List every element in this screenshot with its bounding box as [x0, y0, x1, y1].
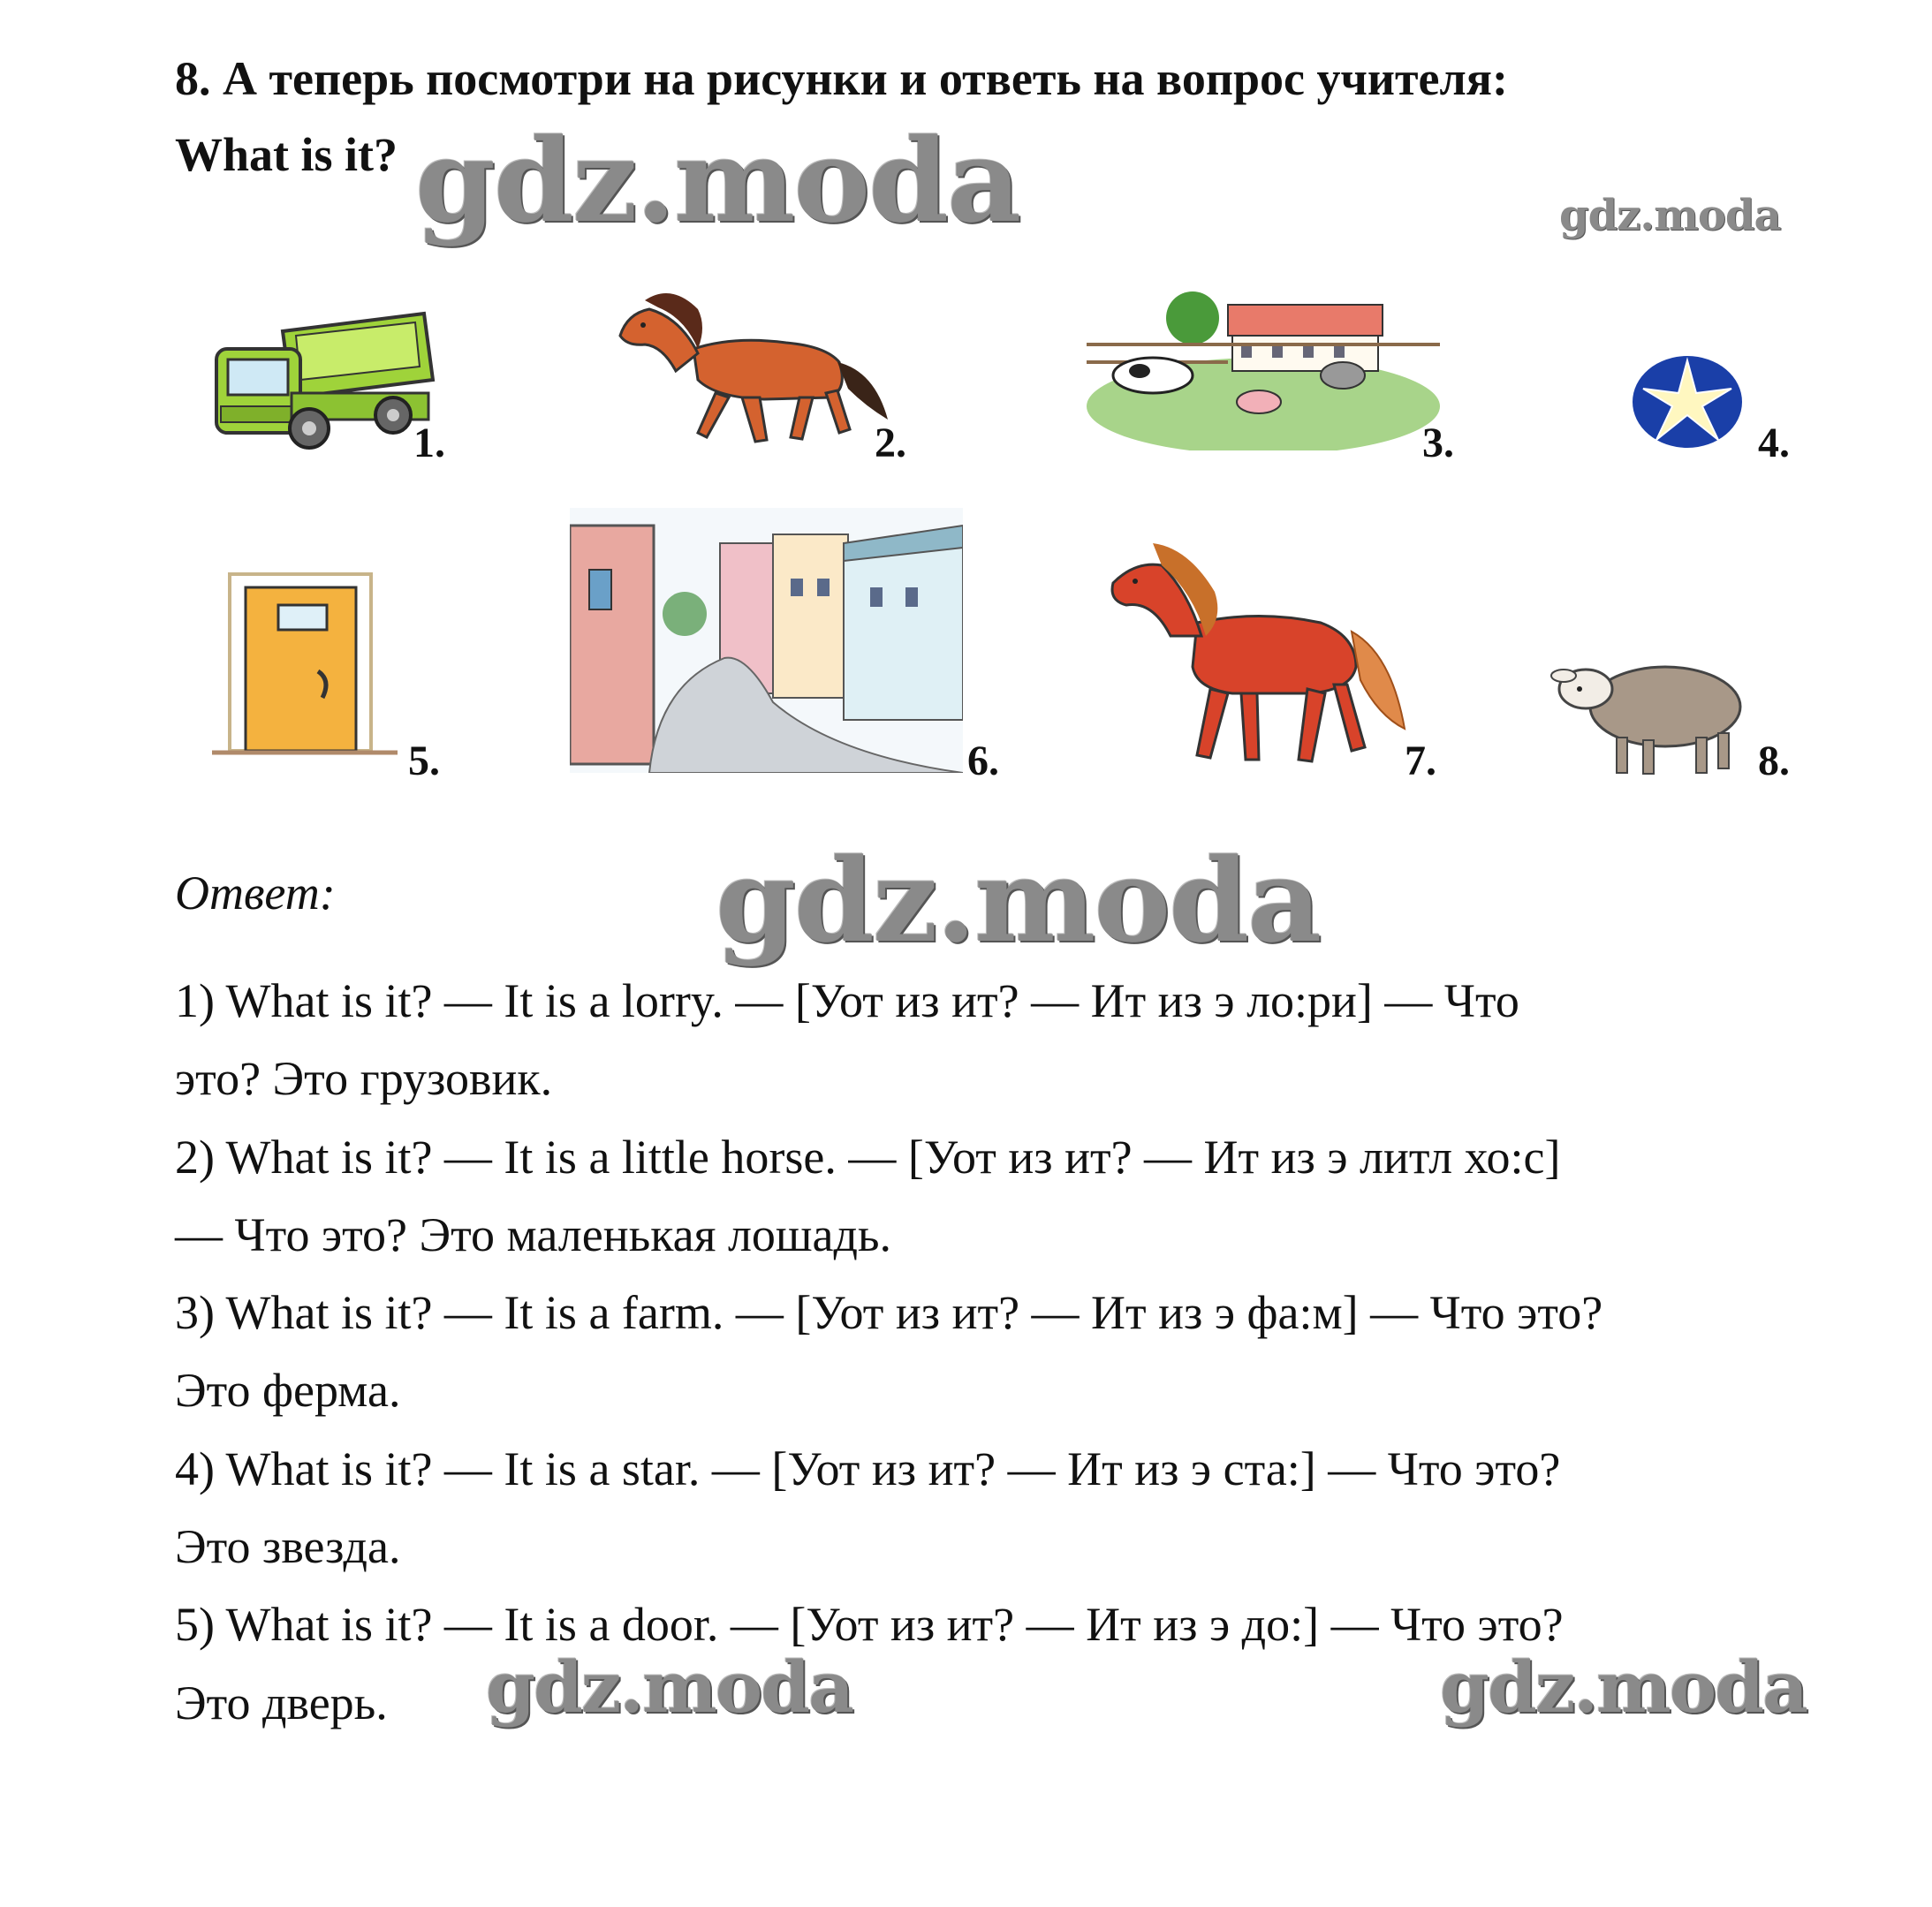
answer-line: 5) What is it? — It is a door. — [Уот из ит? — Ит из э до:] — Что это? — [175, 1598, 1564, 1651]
watermark-bottom-left: gdz.moda — [486, 1646, 852, 1729]
lorry-icon — [203, 296, 442, 455]
picture-number: 5. — [408, 738, 440, 784]
answer-line: 4) What is it? — It is a star. — [Уот из ит? — Ит из э ста:] — Что это? — [175, 1442, 1561, 1495]
picture-number: 4. — [1758, 420, 1790, 466]
horse-icon — [610, 265, 901, 450]
picture-number: 6. — [967, 738, 999, 784]
farm-icon — [1087, 283, 1440, 450]
star-icon — [1630, 353, 1745, 450]
answer-label: Ответ: — [175, 866, 336, 919]
picture-number: 7. — [1405, 738, 1436, 784]
watermark-main: gdz.moda — [415, 113, 1020, 248]
answer-line: 1) What is it? — It is a lorry. — [Уот из ит? — Ит из э ло:ри] — Что — [175, 974, 1519, 1027]
sheep-icon — [1546, 645, 1758, 777]
answer-line: Это дверь. — [175, 1676, 388, 1729]
task-question: What is it? — [175, 128, 398, 181]
horse-icon — [1100, 512, 1418, 777]
picture-number: 3. — [1422, 420, 1454, 466]
answer-line: это? Это грузовик. — [175, 1052, 553, 1105]
picture-number: 8. — [1758, 738, 1790, 784]
answer-line: 2) What is it? — It is a little horse. — [Уот из ит? — Ит из э литл хо:с] — [175, 1131, 1561, 1184]
watermark-bottom-right: gdz.moda — [1440, 1646, 1807, 1729]
watermark-middle: gdz.moda — [716, 833, 1321, 968]
answer-line: — Что это? Это маленькая лошадь. — [175, 1208, 892, 1261]
picture-number: 2. — [875, 420, 906, 466]
door-icon — [212, 565, 398, 760]
picture-number: 1. — [413, 420, 445, 466]
answer-line: Это звезда. — [175, 1520, 401, 1573]
task-title: 8. А теперь посмотри на рисунки и ответь на вопрос учителя: — [175, 52, 1508, 105]
answer-line: 3) What is it? — It is a farm. — [Уот из ит? — Ит из э фа:м] — Что это? — [175, 1286, 1603, 1339]
answer-line: Это ферма. — [175, 1364, 401, 1417]
street-icon — [570, 508, 963, 773]
watermark-small: gdz.moda — [1559, 191, 1781, 240]
